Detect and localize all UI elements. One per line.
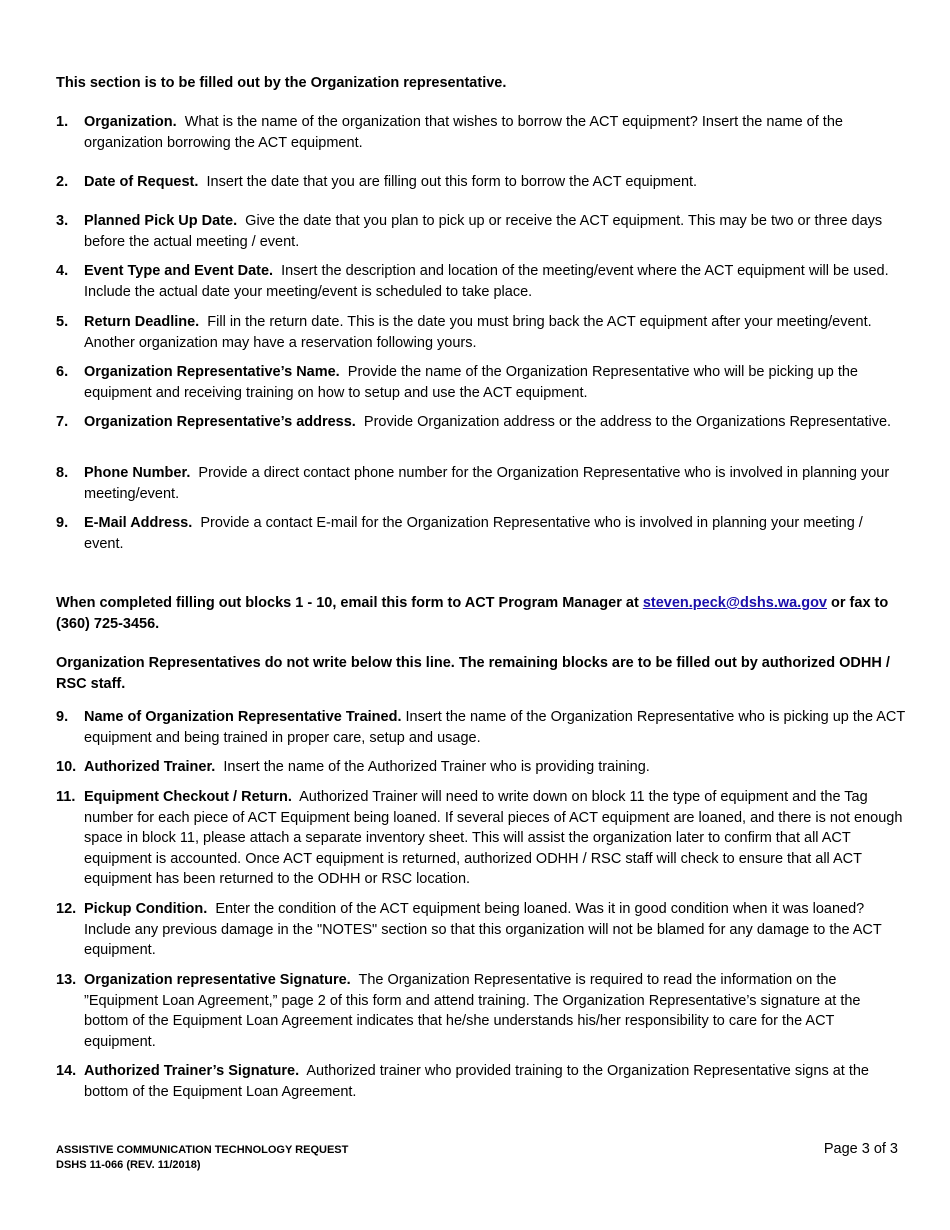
item-number: 9. <box>56 709 69 725</box>
email-instructions-suffix: or fax to (360) 725-3456. <box>56 595 889 632</box>
page-number: Page 3 of 3 <box>823 1141 898 1157</box>
item-number: 5. <box>56 314 69 330</box>
item-text: Insert the description and location of the meeting/event where the ACT equipment will be used. Include the actual date your meeting/event is scheduled to take place. <box>84 263 889 300</box>
staff-only-notice: Organization Representatives do not write below this line. The remaining blocks are to be filled out by authorized ODHH / RSC staff. <box>56 655 890 692</box>
item-number: 1. <box>56 114 69 130</box>
item-text: Fill in the return date. This is the date you must bring back the ACT equipment after your meeting/event. Another organization may have a reservation following yours. <box>84 314 872 351</box>
item-text: Authorized trainer who provided training to the Organization Representative signs at the bottom of the Equipment Loan Agreement. <box>84 1063 869 1100</box>
list-item <box>56 172 906 193</box>
list-item <box>56 787 906 890</box>
item-number: 14. <box>56 1063 77 1079</box>
item-label: Organization Representative’s Name. <box>84 364 340 380</box>
email-instructions-prefix: When completed filling out blocks 1 - 10, email this form to ACT Program Manager at <box>56 595 639 611</box>
list-item <box>56 261 906 302</box>
item-text: The Organization Representative is required to read the information on the ”Equipment Loan Agreement,” page 2 of this form and attend training. The Organization Representative’s signature at the bottom of the Equipment Loan Agreement indicates that he/she understands his/her responsibility to care for the ACT equipment. <box>84 972 861 1050</box>
item-number: 13. <box>56 972 77 988</box>
footer-form-title: ASSISTIVE COMMUNICATION TECHNOLOGY REQUEST <box>56 1144 349 1156</box>
list-item <box>56 463 906 504</box>
footer-form-info <box>56 1143 348 1172</box>
list-item <box>56 707 906 748</box>
item-text: Enter the condition of the ACT equipment being loaned. Was it in good condition when it was loaned? Include any previous damage in the "NOTES" section so that this organization will not be blamed for any damage to the ACT equipment. <box>84 901 882 958</box>
item-number: 7. <box>56 414 69 430</box>
item-text: Provide the name of the Organization Representative who will be picking up the equipment and receiving training on how to setup and use the ACT equipment. <box>84 364 858 401</box>
item-number: 6. <box>56 364 69 380</box>
footer-form-number: DSHS 11-066 (REV. 11/2018) <box>56 1158 201 1171</box>
list-item <box>56 362 906 403</box>
item-label: Name of Organization Representative Trained. <box>84 709 402 725</box>
item-label: Equipment Checkout / Return. <box>84 789 292 805</box>
item-text: What is the name of the organization that wishes to borrow the ACT equipment? Insert the name of the organization borrowing the ACT equipment. <box>84 114 843 151</box>
item-label: E-Mail Address. <box>84 515 193 531</box>
list-item <box>56 211 906 252</box>
item-label: Pickup Condition. <box>84 901 208 917</box>
item-text: Provide a contact E-mail for the Organization Representative who is involved in planning your meeting / event. <box>84 515 863 552</box>
item-label: Authorized Trainer’s Signature. <box>84 1063 300 1079</box>
item-label: Phone Number. <box>84 465 191 481</box>
list-item <box>56 970 906 1052</box>
intro-heading: This section is to be filled out by the Organization representative. <box>56 75 507 91</box>
item-text: Insert the date that you are filling out this form to borrow the ACT equipment. <box>206 174 698 190</box>
item-label: Organization representative Signature. <box>84 972 351 988</box>
item-text: Insert the name of the Organization Representative who is picking up the ACT equipment and being trained in proper care, setup and usage. <box>84 709 905 746</box>
item-text: Authorized Trainer will need to write down on block 11 the type of equipment and the Tag number for each piece of ACT Equipment being loaned. If several pieces of ACT equipment are loaned, and there is not enough space in block 11, please attach a separate inventory sheet. This will assist the organization later to confirm that all ACT equipment is accounted. Once ACT equipment is returned, authorized ODHH / RSC staff will check to ensure that all ACT equipment has been returned to the ODHH or RSC location. <box>84 789 903 887</box>
list-item <box>56 412 906 433</box>
item-number: 3. <box>56 213 69 229</box>
list-item <box>56 312 906 353</box>
item-label: Planned Pick Up Date. <box>84 213 238 229</box>
email-instructions <box>56 593 906 635</box>
item-number: 4. <box>56 263 69 279</box>
list-item <box>56 513 906 554</box>
item-label: Organization Representative’s address. <box>84 414 356 430</box>
item-number: 8. <box>56 465 69 481</box>
list-item <box>56 1061 906 1102</box>
item-label: Authorized Trainer. <box>84 759 216 775</box>
item-label: Return Deadline. <box>84 314 200 330</box>
program-manager-email-link[interactable]: steven.peck@dshs.wa.gov <box>642 595 827 611</box>
list-item <box>56 899 906 961</box>
item-number: 11. <box>56 789 76 805</box>
item-label: Date of Request. <box>84 174 199 190</box>
item-label: Event Type and Event Date. <box>84 263 274 279</box>
item-text: Provide a direct contact phone number for the Organization Representative who is involved in planning your meeting/event. <box>84 465 890 502</box>
item-number: 10. <box>56 759 77 775</box>
item-number: 9. <box>56 515 69 531</box>
item-text: Provide Organization address or the address to the Organizations Representative. <box>363 414 892 430</box>
item-label: Organization. <box>84 114 177 130</box>
item-text: Insert the name of the Authorized Trainer who is providing training. <box>223 759 650 775</box>
item-number: 12. <box>56 901 77 917</box>
list-item <box>56 112 906 153</box>
list-item <box>56 757 906 778</box>
item-number: 2. <box>56 174 69 190</box>
item-text: Give the date that you plan to pick up or receive the ACT equipment. This may be two or three days before the actual meeting / event. <box>84 213 883 250</box>
